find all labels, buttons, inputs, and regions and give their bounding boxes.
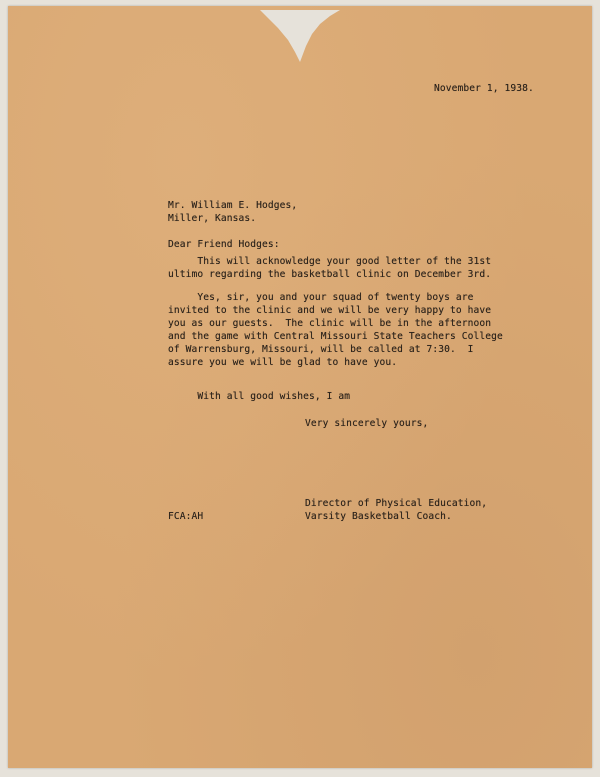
body-line: ultimo regarding the basketball clinic on December 3rd. bbox=[168, 269, 492, 280]
closing: Very sincerely yours, bbox=[305, 418, 429, 429]
body-line: and the game with Central Missouri State Teachers College bbox=[168, 331, 503, 342]
typist-initials: FCA:AH bbox=[168, 511, 204, 522]
body-line: of Warrensburg, Missouri, will be called at 7:30. I bbox=[168, 344, 474, 355]
body-line: you as our guests. The clinic will be in the afternoon bbox=[168, 318, 492, 329]
signature-title: Director of Physical Education, bbox=[305, 498, 488, 509]
recipient-name: Mr. William E. Hodges, bbox=[168, 200, 298, 211]
letter-date: November 1, 1938. bbox=[434, 83, 534, 94]
body-line: invited to the clinic and we will be very happy to have bbox=[168, 305, 492, 316]
body-line: With all good wishes, I am bbox=[168, 391, 351, 402]
signature-title: Varsity Basketball Coach. bbox=[305, 511, 452, 522]
recipient-location: Miller, Kansas. bbox=[168, 213, 257, 224]
torn-edge bbox=[260, 10, 340, 64]
body-line: This will acknowledge your good letter of the 31st bbox=[168, 256, 492, 267]
letter-sheet bbox=[8, 6, 592, 768]
body-line: Yes, sir, you and your squad of twenty boys are bbox=[168, 292, 474, 303]
body-line: assure you we will be glad to have you. bbox=[168, 357, 398, 368]
salutation: Dear Friend Hodges: bbox=[168, 239, 280, 250]
